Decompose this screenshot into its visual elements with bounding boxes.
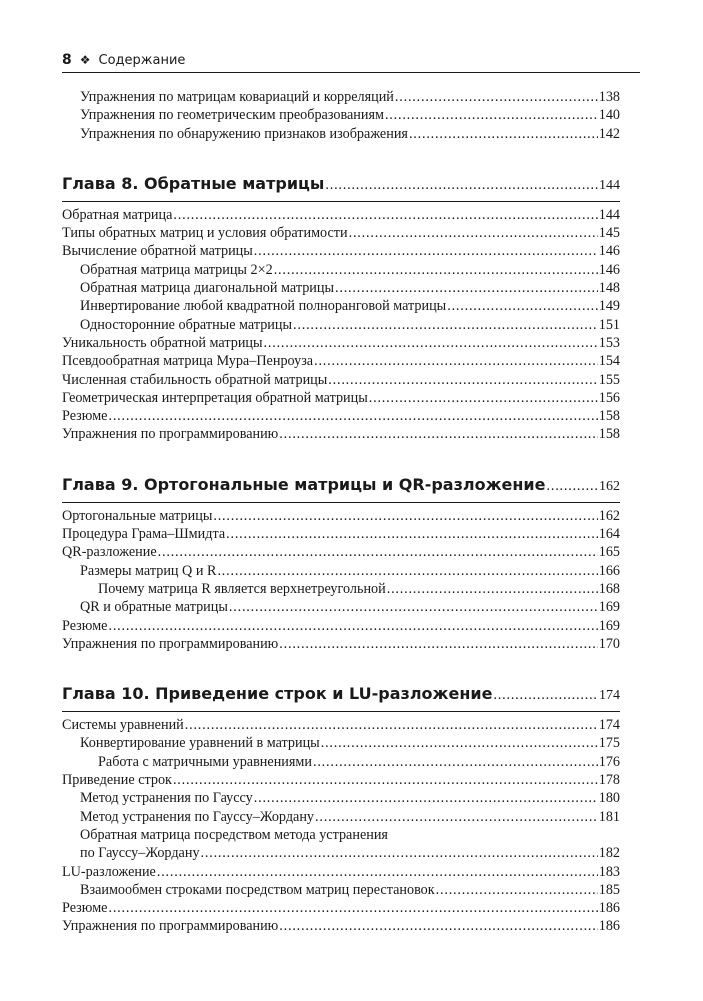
toc-entry-page: 149 (598, 298, 620, 315)
toc-entry-title: Типы обратных матриц и условия обратимости (62, 225, 348, 242)
toc-entry-page: 182 (598, 845, 620, 862)
chapter-page: 174 (599, 688, 620, 704)
toc-entry-title: Псевдообратная матрица Мура–Пенроуза (62, 353, 314, 370)
toc-entry[interactable] (62, 106, 620, 124)
toc-entry[interactable] (62, 635, 620, 653)
toc-entry[interactable] (62, 716, 620, 734)
toc-entry[interactable] (62, 279, 620, 297)
toc-entry-title: Резюме (62, 900, 108, 917)
leader-dots (313, 753, 598, 771)
toc-entry[interactable] (62, 917, 620, 935)
toc-entry-title: Обратная матрица диагональной матрицы (80, 280, 335, 297)
toc-entry[interactable] (62, 881, 620, 899)
toc-entry-wrapped-line[interactable]: Обратная матрица посредством метода устранения (80, 826, 388, 843)
toc-entry-title: Размеры матриц Q и R (80, 562, 217, 579)
toc-entry-page: 185 (598, 881, 620, 898)
toc-entry[interactable] (62, 352, 620, 370)
toc-entry-title: Системы уравнений (62, 717, 184, 734)
toc-entry[interactable] (62, 316, 620, 334)
toc-entry-page: 153 (598, 334, 620, 351)
leader-dots (173, 206, 597, 224)
toc-entry-title: LU-разложение (62, 863, 156, 880)
toc-entry-title: QR-разложение (62, 544, 157, 561)
toc-entry-title: Процедура Грама–Шмидта (62, 526, 226, 543)
leader-dots (173, 771, 598, 789)
leader-dots (321, 734, 598, 752)
toc-entry-page: 154 (598, 353, 620, 370)
leader-dots (325, 174, 598, 196)
toc-entry-page: 175 (598, 735, 620, 752)
toc-entry-title: Вычисление обратной матрицы (62, 243, 253, 260)
leader-dots (108, 407, 597, 425)
toc-entry-page: 140 (598, 107, 620, 124)
toc-entry-page: 142 (598, 125, 620, 142)
toc-entry-title: Взаимообмен строками посредством матриц перестановок (80, 881, 435, 898)
toc-entry-title: по Гауссу–Жордану (80, 845, 200, 862)
leader-dots (447, 297, 598, 315)
toc-entry-page: 186 (598, 900, 620, 917)
leader-dots (369, 389, 598, 407)
toc-entry[interactable] (62, 580, 620, 598)
toc-entry-page: 168 (598, 580, 620, 597)
toc-entry-page: 186 (598, 918, 620, 935)
toc-entry-page: 162 (598, 507, 620, 524)
toc-entry[interactable] (62, 425, 620, 443)
leader-dots (157, 863, 598, 881)
toc-entry-title: Упражнения по матрицам ковариаций и корреляций (80, 89, 394, 105)
leader-dots (385, 106, 598, 124)
toc-entry-title: Односторонние обратные матрицы (80, 316, 293, 333)
toc-entry-title: Численная стабильность обратной матрицы (62, 371, 328, 388)
toc-entry-title: Упражнения по программированию (62, 918, 279, 935)
toc-entry[interactable] (62, 525, 620, 543)
toc-entry-title: Ортогональные матрицы (62, 507, 213, 524)
leader-dots (254, 789, 598, 807)
toc-entry[interactable] (62, 334, 620, 352)
leader-dots (409, 125, 598, 143)
toc-entry-page: 165 (598, 544, 620, 561)
toc-entry-page: 176 (598, 753, 620, 770)
toc-entry-title: Метод устранения по Гауссу (80, 790, 253, 807)
leader-dots (279, 917, 597, 935)
leader-dots (293, 316, 598, 334)
toc-entry[interactable] (62, 206, 620, 224)
leader-dots (328, 371, 597, 389)
leader-dots (185, 716, 598, 734)
toc-entry-page: 180 (598, 790, 620, 807)
toc-entry-page: 169 (598, 617, 620, 634)
leader-dots (314, 352, 598, 370)
toc-entry-title: Упражнения по обнаружению признаков изображения (80, 125, 408, 142)
toc-entry[interactable] (62, 899, 620, 917)
leader-dots (493, 684, 598, 706)
toc-entry-title: QR и обратные матрицы (80, 599, 228, 616)
toc-entry-title: Почему матрица R является верхнетреугольной (98, 580, 386, 597)
chapter-title: Глава 9. Ортогональные матрицы и QR-разложение (62, 474, 546, 494)
toc-entry-title: Резюме (62, 617, 108, 634)
leader-dots (387, 580, 598, 598)
toc-entry[interactable] (62, 297, 620, 315)
toc-entry[interactable] (62, 407, 620, 425)
toc-entry-page: 146 (598, 243, 620, 260)
toc-entry-title: Резюме (62, 408, 108, 425)
toc-entry-page: 145 (598, 225, 620, 242)
chapter-page: 162 (599, 478, 620, 494)
leader-dots (264, 334, 598, 352)
toc-entry[interactable] (62, 125, 620, 143)
leader-dots (335, 279, 598, 297)
toc-entry-page: 174 (598, 717, 620, 734)
toc-entry[interactable] (62, 224, 620, 242)
leader-dots (217, 562, 597, 580)
toc-entry-page: 181 (598, 808, 620, 825)
leader-dots (108, 617, 597, 635)
toc-entry[interactable] (62, 863, 620, 881)
leader-dots (226, 525, 598, 543)
toc-entry-title: Уникальность обратной матрицы (62, 334, 263, 351)
toc-entry-title: Обратная матрица (62, 206, 173, 223)
toc-entry[interactable] (62, 598, 620, 616)
leader-dots (108, 899, 597, 917)
toc-entry-title: Конвертирование уравнений в матрицы (80, 735, 320, 752)
toc-entry-page: 155 (598, 371, 620, 388)
ornament-icon: ❖ (79, 53, 91, 67)
toc-entry[interactable] (62, 88, 620, 106)
page-number: 8 (62, 52, 72, 68)
toc-entry-page: 169 (598, 599, 620, 616)
toc-entry[interactable] (62, 734, 620, 752)
leader-dots (254, 242, 598, 260)
leader-dots (547, 475, 599, 497)
leader-dots (229, 598, 598, 616)
toc-entry-title: Инвертирование любой квадратной полноранговой матрицы (80, 298, 447, 315)
leader-dots (158, 543, 598, 561)
toc-entry[interactable] (62, 808, 620, 826)
leader-dots (315, 808, 598, 826)
leader-dots (279, 425, 597, 443)
chapter-title: Глава 10. Приведение строк и LU-разложение (62, 684, 493, 704)
toc-entry-page: 151 (598, 316, 620, 333)
toc-entry-page: 156 (598, 389, 620, 406)
chapter-title: Глава 8. Обратные матрицы (62, 173, 325, 193)
toc-entry-page: 166 (598, 562, 620, 579)
toc-entry-page: 158 (598, 426, 620, 443)
leader-dots (436, 881, 598, 899)
leader-dots (279, 635, 597, 653)
toc-entry-page: 183 (598, 863, 620, 880)
leader-dots (274, 261, 598, 279)
table-of-contents (62, 88, 620, 936)
chapter-heading-9[interactable] (62, 474, 620, 503)
toc-entry[interactable] (62, 371, 620, 389)
toc-entry-page: 158 (598, 408, 620, 425)
toc-entry[interactable] (62, 562, 620, 580)
toc-entry[interactable] (62, 242, 620, 260)
toc-entry[interactable] (62, 507, 620, 525)
toc-entry-title: Обратная матрица матрицы 2×2 (80, 261, 273, 278)
toc-entry-title: Упражнения по программированию (62, 426, 279, 443)
toc-entry[interactable] (62, 844, 620, 862)
toc-entry-page: 146 (598, 261, 620, 278)
toc-entry-title: Метод устранения по Гауссу–Жордану (80, 808, 315, 825)
chapter-heading-8[interactable] (62, 173, 620, 202)
toc-entry[interactable] (62, 261, 620, 279)
toc-entry[interactable] (62, 617, 620, 635)
toc-entry[interactable] (62, 389, 620, 407)
leader-dots (395, 88, 598, 106)
section-title: Содержание (98, 52, 186, 68)
toc-entry-page: 170 (598, 635, 620, 652)
toc-entry[interactable] (62, 789, 620, 807)
toc-entry-page: 144 (598, 206, 620, 223)
toc-entry-title: Геометрическая интерпретация обратной матрицы (62, 389, 368, 406)
toc-entry-page: 148 (598, 280, 620, 297)
chapter-page: 144 (599, 177, 620, 193)
toc-entry-title: Работа с матричными уравнениями (98, 753, 312, 770)
leader-dots (349, 224, 598, 242)
toc-entry-title: Приведение строк (62, 772, 172, 789)
toc-entry-page: 178 (598, 772, 620, 789)
toc-entry[interactable] (62, 753, 620, 771)
toc-entry-title: Упражнения по геометрическим преобразованиям (80, 107, 384, 124)
toc-entry[interactable] (62, 543, 620, 561)
toc-entry-title: Упражнения по программированию (62, 635, 279, 652)
leader-dots (201, 844, 598, 862)
toc-entry-page: 164 (598, 526, 620, 543)
chapter-heading-10[interactable] (62, 683, 620, 712)
leader-dots (213, 507, 597, 525)
toc-entry[interactable] (62, 771, 620, 789)
running-head (62, 48, 640, 73)
toc-entry-page: 138 (598, 89, 620, 105)
